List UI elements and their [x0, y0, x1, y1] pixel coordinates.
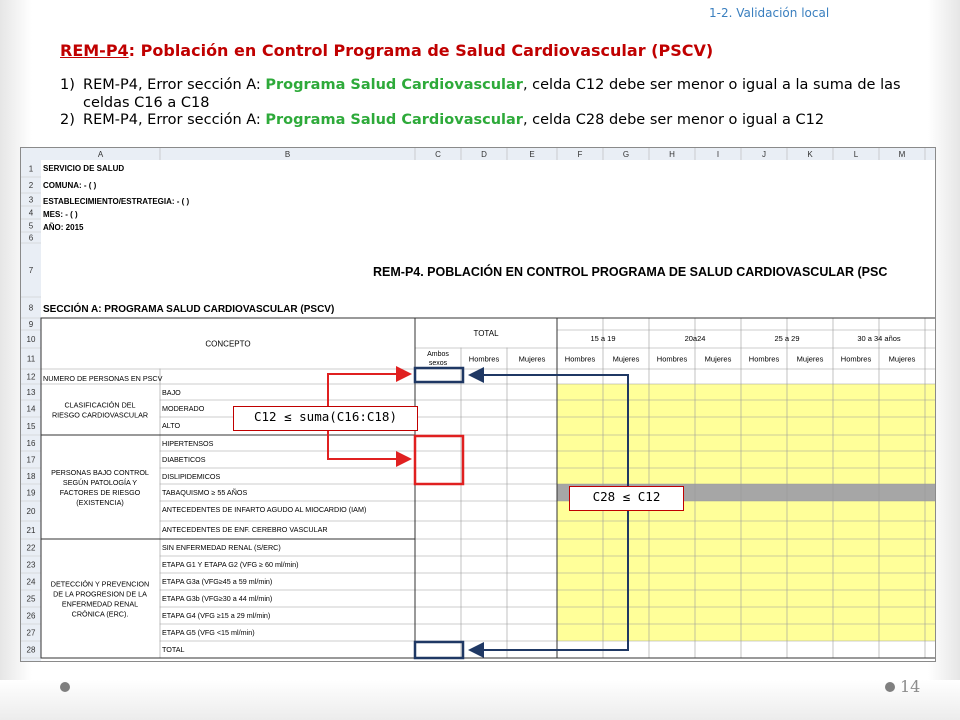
- column-letter-a: A: [97, 150, 104, 159]
- info-line-1: SERVICIO DE SALUD: [43, 164, 125, 173]
- mujeres-header: Mujeres: [796, 354, 824, 364]
- rule-2-text: [83, 112, 930, 130]
- row-number-2: 2: [28, 181, 34, 190]
- age-group-header: 30 a 34 años: [857, 334, 901, 343]
- row-number-6: 6: [28, 233, 34, 243]
- rule-2-highlight: Programa Salud Cardiovascular: [265, 112, 523, 128]
- age-group-header: 25 a 29: [774, 334, 800, 343]
- info-line-2: COMUNA: - ( ): [43, 181, 97, 190]
- row-number-26: 26: [26, 611, 36, 621]
- mujeres-header: Mujeres: [612, 354, 640, 364]
- sheet-banner-title: REM-P4. POBLACIÓN EN CONTROL PROGRAMA DE SALUD CARDIOVASCULAR (PSC: [373, 265, 888, 279]
- column-letter-l: L: [853, 150, 859, 159]
- hombres-header: Hombres: [656, 354, 688, 364]
- row-number-17: 17: [26, 455, 36, 465]
- row-label: BAJO: [162, 388, 181, 397]
- validation-rules: [60, 77, 930, 130]
- column-letter-h: H: [669, 150, 675, 159]
- row-label: ETAPA G3a (VFG≥45 a 59 ml/min): [162, 577, 273, 586]
- mujeres-header: Mujeres: [888, 354, 916, 364]
- rule-1-highlight: Programa Salud Cardiovascular: [265, 77, 523, 93]
- mujeres-header: Mujeres: [518, 354, 546, 364]
- section-a-title: SECCIÓN A: PROGRAMA SALUD CARDIOVASCULAR (PSCV): [43, 304, 335, 315]
- rule-1: [60, 77, 930, 112]
- row-number-18: 18: [26, 472, 36, 481]
- row-number-8: 8: [28, 303, 34, 313]
- ambos-header-line2: sexos: [428, 360, 448, 367]
- row-number-9: 9: [28, 320, 34, 329]
- total-header: TOTAL: [473, 329, 499, 338]
- title-text: : Población en Control Programa de Salud Cardiovascular (PSCV): [128, 41, 714, 60]
- hombres-header: Hombres: [840, 354, 872, 364]
- group-label-cell: [42, 436, 160, 539]
- left-bullet-dot: [60, 682, 70, 692]
- row-label: TOTAL: [162, 645, 185, 654]
- row-number-25: 25: [26, 594, 36, 604]
- section-tag: 1-2. Validación local: [709, 6, 830, 20]
- group-label-line: CRÓNICA (ERC).: [71, 609, 129, 619]
- group-label-line: FACTORES DE RIESGO: [59, 488, 141, 497]
- column-letter-b: B: [284, 150, 291, 159]
- row-number-20: 20: [26, 507, 36, 516]
- mujeres-header: Mujeres: [704, 354, 732, 364]
- callout-rule-1: C12 ≤ suma(C16:C18): [233, 406, 418, 431]
- rule-2-prefix: REM-P4, Error sección A:: [83, 112, 266, 128]
- row-number-15: 15: [26, 422, 36, 431]
- row-12-label: NUMERO DE PERSONAS EN PSCV: [43, 374, 163, 383]
- rule-1-prefix: REM-P4, Error sección A:: [83, 77, 266, 93]
- row-number-21: 21: [26, 526, 36, 535]
- row-number-1: 1: [28, 164, 34, 174]
- row-number-11: 11: [26, 354, 36, 364]
- slide-title: [60, 41, 713, 60]
- rule-2-number: 2): [60, 112, 75, 128]
- row-label: SIN ENFERMEDAD RENAL (S/ERC): [162, 543, 281, 552]
- column-letter-d: D: [481, 150, 487, 159]
- age-group-header: 20a24: [684, 334, 706, 343]
- info-line-4: MES: - ( ): [43, 210, 78, 219]
- row-number-10: 10: [26, 335, 36, 344]
- row-label: ALTO: [162, 421, 181, 430]
- group-label-line: DE LA PROGRESION DE LA: [53, 589, 147, 599]
- row-label: ETAPA G5 (VFG <15 ml/min): [162, 628, 255, 637]
- title-code: REM-P4: [60, 41, 129, 60]
- row-label: TABAQUISMO ≥ 55 AÑOS: [162, 488, 248, 497]
- callout-rule-2: C28 ≤ C12: [569, 486, 684, 511]
- concepto-header: CONCEPTO: [205, 339, 251, 349]
- rule-2-suffix: , celda C28 debe ser menor o igual a C12: [522, 112, 825, 128]
- row-number-4: 4: [28, 208, 34, 218]
- row-number-27: 27: [26, 628, 36, 638]
- row-label: MODERADO: [162, 404, 205, 413]
- rule-1-suffix: , celda C12 debe ser menor o igual a la suma de las celdas C16 a C18: [83, 77, 901, 111]
- row-label: DISLIPIDEMICOS: [162, 472, 221, 481]
- row-label: DIABETICOS: [162, 455, 206, 464]
- row-label: ANTECEDENTES DE INFARTO AGUDO AL MIOCARDIO (IAM): [162, 505, 367, 514]
- rule-1-number: 1): [60, 77, 75, 93]
- info-line-5: AÑO: 2015: [43, 223, 84, 232]
- column-letter-j: J: [762, 150, 766, 159]
- rule-1-text: [83, 77, 930, 112]
- group-label-cell: [42, 540, 160, 658]
- right-bullet-dot: [885, 682, 895, 692]
- group-label-cell: [42, 385, 160, 435]
- column-letter-k: K: [807, 150, 813, 159]
- column-letter-m: M: [898, 150, 906, 159]
- row-number-3: 3: [28, 195, 34, 205]
- column-header-strip: [21, 148, 936, 160]
- ambos-header-line1: Ambos: [427, 351, 449, 358]
- column-letter-e: E: [529, 150, 535, 159]
- row-number-23: 23: [26, 560, 36, 570]
- spreadsheet-grid: [21, 148, 936, 662]
- group-label-line: ENFERMEDAD RENAL: [61, 599, 139, 609]
- row-number-22: 22: [26, 543, 36, 553]
- background-bottom-shade: [0, 680, 960, 720]
- row-number-28: 28: [26, 645, 36, 655]
- row-label: HIPERTENSOS: [162, 439, 214, 448]
- row-number-12: 12: [26, 372, 36, 382]
- row-number-16: 16: [26, 439, 36, 448]
- row-number-13: 13: [26, 388, 36, 397]
- group-label-line: PERSONAS BAJO CONTROL: [51, 468, 149, 477]
- column-letter-c: C: [435, 150, 441, 159]
- row-label: ETAPA G1 Y ETAPA G2 (VFG ≥ 60 ml/min): [162, 560, 299, 569]
- hombres-header: Hombres: [468, 354, 500, 364]
- age-group-header: 15 a 19: [590, 334, 616, 343]
- page-number: 14: [900, 677, 921, 696]
- group-label-line: (EXISTENCIA): [76, 498, 124, 507]
- row-label: ETAPA G3b (VFG≥30 a 44 ml/min): [162, 594, 273, 603]
- hombres-header: Hombres: [564, 354, 596, 364]
- group-label-line: RIESGO CARDIOVASCULAR: [51, 410, 149, 420]
- group-label-line: DETECCIÓN Y PREVENCION: [50, 579, 150, 589]
- column-letter-f: F: [577, 150, 583, 159]
- info-line-3: ESTABLECIMIENTO/ESTRATEGIA: - ( ): [43, 197, 190, 206]
- row-number-19: 19: [26, 488, 36, 498]
- column-letter-g: G: [622, 150, 630, 159]
- row-number-24: 24: [26, 577, 36, 587]
- row-number-7: 7: [28, 266, 34, 275]
- row-label: ETAPA G4 (VFG ≥15 a 29 ml/min): [162, 611, 271, 620]
- group-label-line: CLASIFICACIÓN DEL: [64, 400, 136, 410]
- row-number-5: 5: [28, 221, 34, 231]
- hombres-header: Hombres: [748, 354, 780, 364]
- rule-2: [60, 112, 930, 130]
- row-number-14: 14: [26, 404, 36, 414]
- column-letter-i: I: [716, 150, 720, 159]
- spreadsheet-screenshot: [20, 147, 936, 662]
- row-label: ANTECEDENTES DE ENF. CEREBRO VASCULAR: [162, 525, 328, 534]
- group-label-line: SEGÚN PATOLOGÍA Y: [62, 478, 138, 487]
